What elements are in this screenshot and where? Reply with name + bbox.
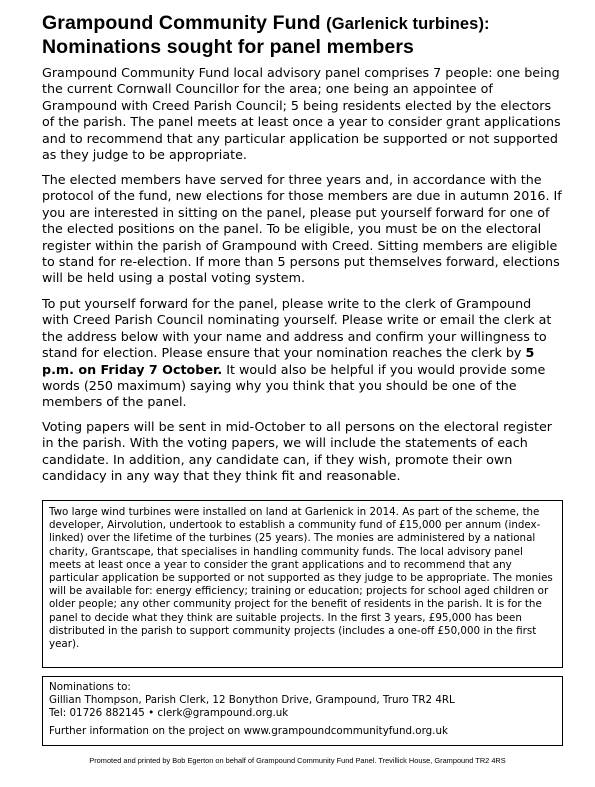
contact-phone-email: Tel: 01726 882145 • clerk@grampound.org.uk [49, 707, 289, 720]
footer-imprint: Promoted and printed by Bob Egerton on behalf of Grampound Community Fund Panel. Trevillick House, Grampound TR2 4RS [89, 756, 506, 765]
paragraph-how-to-apply-start: To put yourself forward for the panel, please write to the clerk of Grampound with Creed Parish Council nominating yourself. Please write or email the clerk at the address below with your name and address and confirm your willingness to stand for election. Please ensure that your nomination reaches the clerk by [42, 296, 552, 361]
paragraph-how-to-apply [42, 296, 562, 411]
title-main: Grampound Community Fund [42, 12, 321, 34]
contact-box [42, 676, 563, 746]
paragraph-voting: Voting papers will be sent in mid-October to all persons on the electoral register in the parish. With the voting papers, we will include the statements of each candidate. In addition, any candidate can, if they wish, promote their own candidacy in any way that they think fit and reasonable. [42, 419, 553, 484]
deadline-text: 5 p.m. on Friday 7 October. [42, 345, 535, 377]
contact-address: Gillian Thompson, Parish Clerk, 12 Bonython Drive, Grampound, Truro TR2 4RL [49, 694, 455, 707]
title-line-2: Nominations sought for panel members [42, 36, 414, 58]
contact-heading: Nominations to: [49, 681, 131, 693]
further-info-link: Further information on the project on www.grampoundcommunityfund.org.uk [49, 724, 448, 737]
title-subtitle: (Garlenick turbines): [326, 15, 490, 33]
paragraph-panel-composition: Grampound Community Fund local advisory panel comprises 7 people: one being the current Cornwall Councillor for the area; one being an appointee of Grampound with Creed Parish Council; 5 being residents elected by the electors of the parish. The panel meets at least once a year to consider grant applications and to recommend that any particular application be supported or not supported as they judge to be appropriate. [42, 65, 561, 163]
info-box-text: Two large wind turbines were installed on land at Garlenick in 2014. As part of the scheme, the developer, Airvolution, undertook to establish a community fund of £15,000 per annum (index-linked) over the lifetime of the turbines (25 years). The monies are administered by a national charity, Grantscape, that specialises in handling community funds. The local advisory panel meets at least once a year to consider the grant applications and to recommend that any particular application be supported or not supported as they judge to be appropriate. The monies will be available for: energy efficiency; training or education; projects for school aged children or older people; any other community project for the benefit of residents in the parish. It is for the panel to decide what they think are suitable projects. In the first 3 years, £95,000 has been distributed in the parish to support community projects (includes a one-off £50,000 in the first year). [49, 506, 553, 651]
info-box [42, 500, 563, 668]
paragraph-how-to-apply-end: It would also be helpful if you would provide some words (250 maximum) saying why you think that you should be one of the members of the panel. [42, 361, 546, 410]
paragraph-elections: The elected members have served for three years and, in accordance with the protocol of the fund, new elections for those members are due in autumn 2016. If you are interested in sitting on the panel, please put yourself forward for one of the elected positions on the panel. To be eligible, you must be on the electoral register within the parish of Grampound with Creed. Sitting members are eligible to stand for re-election. If more than 5 persons put themselves forward, elections will be held using a postal voting system. [42, 172, 562, 286]
page-title [42, 12, 582, 59]
